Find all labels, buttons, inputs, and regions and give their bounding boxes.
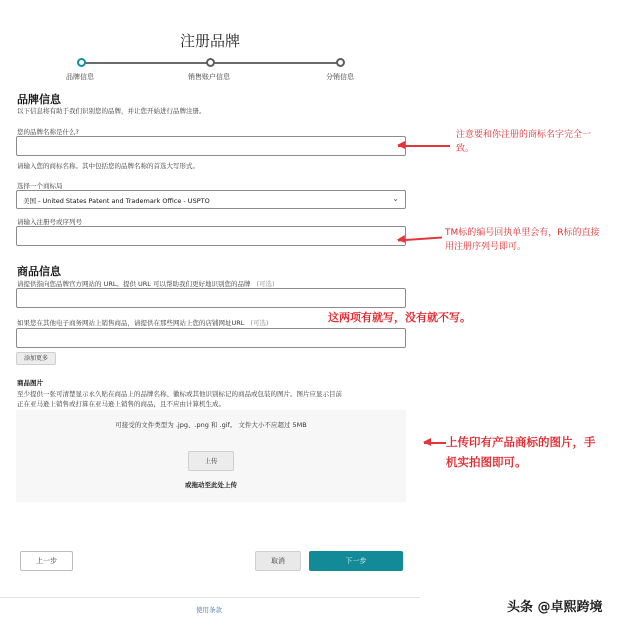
annotation-brand-name-line2: 致。	[456, 144, 475, 154]
chevron-down-icon: ⌄	[392, 194, 399, 203]
official-url-label-text: 请提供指向您品牌官方网站的 URL。提供 URL 可以帮助我们更好地识别您的品牌	[17, 280, 251, 288]
trademark-office-select[interactable]	[16, 190, 406, 209]
add-more-button[interactable]: 添加更多	[16, 352, 56, 365]
source-watermark: 头条 @卓熙跨境	[507, 600, 603, 615]
image-dropzone[interactable]	[16, 410, 406, 502]
store-url-label	[17, 318, 268, 327]
product-images-desc-line1: 至少提供一张可清楚显示永久贴在商品上的品牌名称、徽标或其他识别标记的商品或包装的图片。图片应显示目前	[17, 390, 342, 398]
annotation-registration-line2: 用注册序列号即可。	[445, 242, 527, 252]
footer-divider	[0, 597, 420, 598]
store-url-optional: (可选)	[250, 319, 269, 327]
upload-button[interactable]: 上传	[188, 451, 234, 471]
annotation-arrow-images	[424, 442, 446, 444]
store-url-input[interactable]	[16, 328, 406, 348]
annotation-images-line1: 上传印有产品商标的图片，手	[446, 435, 596, 449]
upload-hint: 可接受的文件类型为 .jpg、.png 和 .gif。 文件大小不应超过 5MB	[115, 421, 307, 429]
step-label-seller-account: 销售账户信息	[188, 73, 230, 81]
brand-name-label: 您的品牌名称是什么?	[17, 128, 79, 136]
product-info-heading: 商品信息	[17, 265, 61, 278]
step-dot-seller-account	[206, 58, 215, 67]
brand-info-heading: 品牌信息	[17, 93, 61, 106]
trademark-office-label: 选择一个商标局	[17, 182, 63, 190]
previous-step-button[interactable]: 上一步	[20, 551, 73, 571]
annotation-brand-name	[456, 128, 591, 156]
annotation-brand-name-line1: 注意要和你注册的商标名字完全一	[456, 130, 592, 140]
registration-number-label: 请输入注册号或序列号	[17, 218, 82, 226]
annotation-arrow-registration	[398, 236, 442, 241]
store-url-label-text: 如果您在其他电子商务网站上销售商品，请提供在那些网站上您的店铺网址URL	[17, 319, 245, 327]
annotation-arrow-brand-name	[398, 145, 450, 147]
step-label-distribution: 分销信息	[326, 73, 354, 81]
step-dot-distribution	[336, 58, 345, 67]
trademark-office-value: 美国 - United States Patent and Trademark Office - USPTO	[23, 197, 210, 205]
step-dot-brand-info	[77, 58, 86, 67]
official-url-input[interactable]	[16, 288, 406, 308]
terms-of-use-link[interactable]: 使用条款	[196, 606, 222, 614]
product-images-heading: 商品图片	[17, 379, 43, 387]
annotation-registration	[445, 226, 600, 254]
brand-name-input[interactable]	[16, 136, 406, 156]
page-title: 注册品牌	[179, 32, 240, 50]
cancel-button[interactable]: 取消	[255, 551, 301, 571]
product-images-desc-line2: 正在亚马逊上销售或打算在亚马逊上销售的商品，且不应由计算机生成。	[17, 400, 225, 408]
annotation-images-line2: 机实拍图即可。	[446, 455, 527, 469]
registration-number-input[interactable]	[16, 226, 406, 246]
brand-info-intro: 以下信息将有助于我们识别您的品牌，并让您开始进行品牌注册。	[17, 107, 206, 115]
drag-upload-text: 或拖动至此处上传	[185, 481, 237, 489]
annotation-registration-line1: TM标的编号回执单里会有，R标的直接	[445, 228, 600, 238]
annotation-optional-urls: 这两项有就写，没有就不写。	[328, 311, 471, 324]
step-label-brand-info: 品牌信息	[66, 73, 94, 81]
brand-name-help: 请输入您的商标名称。其中包括您的品牌名称的首选大写形式。	[17, 162, 199, 170]
next-step-button[interactable]: 下一步	[309, 551, 403, 571]
official-url-optional: (可选)	[256, 280, 275, 288]
official-url-label	[17, 279, 275, 288]
annotation-images	[446, 432, 596, 472]
